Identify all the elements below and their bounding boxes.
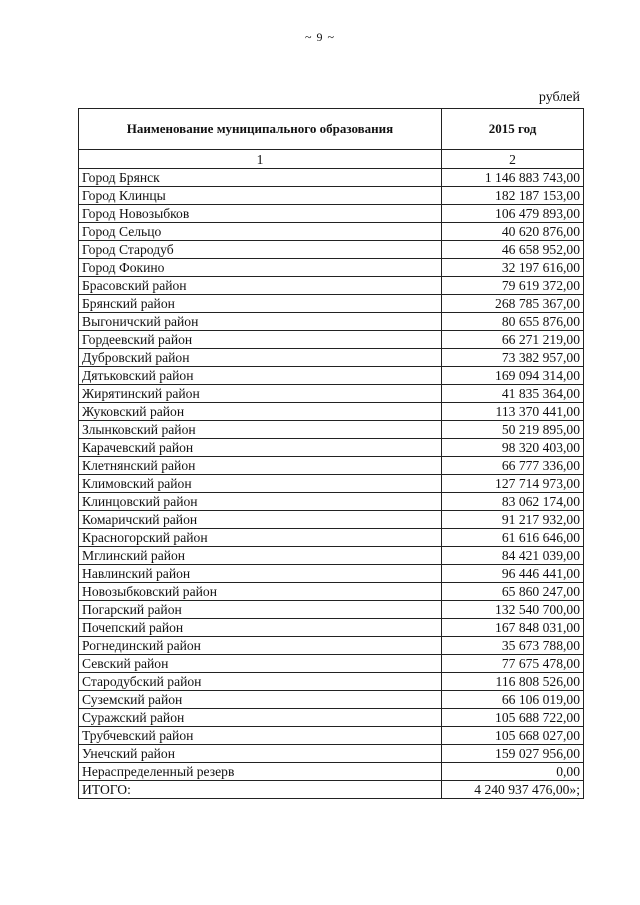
- amount-value: 113 370 441,00: [442, 403, 584, 421]
- amount-value: 98 320 403,00: [442, 439, 584, 457]
- municipality-name: Суземский район: [79, 691, 442, 709]
- amount-value: 32 197 616,00: [442, 259, 584, 277]
- municipality-name: Новозыбковский район: [79, 583, 442, 601]
- table-row: [79, 745, 584, 763]
- amount-value: 46 658 952,00: [442, 241, 584, 259]
- amount-value: 167 848 031,00: [442, 619, 584, 637]
- header-name: Наименование муниципального образования: [79, 109, 442, 150]
- amount-value: 127 714 973,00: [442, 475, 584, 493]
- table-row: [79, 691, 584, 709]
- municipality-name: Унечский район: [79, 745, 442, 763]
- amount-value: 84 421 039,00: [442, 547, 584, 565]
- table-row: [79, 673, 584, 691]
- table-row: [79, 223, 584, 241]
- municipality-name: Город Сельцо: [79, 223, 442, 241]
- amount-value: 41 835 364,00: [442, 385, 584, 403]
- municipality-name: Выгоничский район: [79, 313, 442, 331]
- amount-value: 83 062 174,00: [442, 493, 584, 511]
- table-row: [79, 511, 584, 529]
- amount-value: 96 446 441,00: [442, 565, 584, 583]
- table-row: [79, 295, 584, 313]
- table-row: [79, 205, 584, 223]
- amount-value: 106 479 893,00: [442, 205, 584, 223]
- page-number: ~ 9 ~: [305, 30, 335, 44]
- table-row: [79, 187, 584, 205]
- municipality-name: Злынковский район: [79, 421, 442, 439]
- municipality-name: Нераспределенный резерв: [79, 763, 442, 781]
- municipality-name: Климовский район: [79, 475, 442, 493]
- amount-value: 66 777 336,00: [442, 457, 584, 475]
- municipality-name: Дубровский район: [79, 349, 442, 367]
- amount-value: 132 540 700,00: [442, 601, 584, 619]
- table-row: [79, 529, 584, 547]
- amount-value: 182 187 153,00: [442, 187, 584, 205]
- table-row: [79, 583, 584, 601]
- municipality-name: Брянский район: [79, 295, 442, 313]
- unit-label: рублей: [538, 90, 580, 105]
- table-row: [79, 259, 584, 277]
- municipality-name: Город Новозыбков: [79, 205, 442, 223]
- table-row: [79, 421, 584, 439]
- column-numbering-row: [79, 150, 584, 169]
- municipality-name: Город Стародуб: [79, 241, 442, 259]
- municipality-name: Погарский район: [79, 601, 442, 619]
- table-row: [79, 565, 584, 583]
- amount-value: 116 808 526,00: [442, 673, 584, 691]
- amount-value: 105 668 027,00: [442, 727, 584, 745]
- table-row: [79, 763, 584, 781]
- municipality-name: Рогнединский район: [79, 637, 442, 655]
- table-row: [79, 439, 584, 457]
- table-row: [79, 331, 584, 349]
- table-row: [79, 277, 584, 295]
- amount-value: 0,00: [442, 763, 584, 781]
- municipality-name: Стародубский район: [79, 673, 442, 691]
- amount-value: 77 675 478,00: [442, 655, 584, 673]
- municipality-name: Суражский район: [79, 709, 442, 727]
- amount-value: 80 655 876,00: [442, 313, 584, 331]
- amount-value: 35 673 788,00: [442, 637, 584, 655]
- table-row: [79, 475, 584, 493]
- amount-value: 159 027 956,00: [442, 745, 584, 763]
- column-index-1: 1: [79, 150, 442, 169]
- municipality-name: Трубчевский район: [79, 727, 442, 745]
- amount-value: 40 620 876,00: [442, 223, 584, 241]
- table-header-row: [79, 109, 584, 150]
- table-row: [79, 637, 584, 655]
- table-row: [79, 601, 584, 619]
- municipality-name: Клетнянский район: [79, 457, 442, 475]
- municipality-name: Мглинский район: [79, 547, 442, 565]
- amount-value: 1 146 883 743,00: [442, 169, 584, 187]
- municipality-name: ИТОГО:: [79, 781, 442, 799]
- table-row: [79, 493, 584, 511]
- municipality-name: Севский район: [79, 655, 442, 673]
- column-index-2: 2: [442, 150, 584, 169]
- table-row: [79, 385, 584, 403]
- table-row: [79, 241, 584, 259]
- municipality-name: Карачевский район: [79, 439, 442, 457]
- table-row: [79, 655, 584, 673]
- table-row: [79, 403, 584, 421]
- amount-value: 66 271 219,00: [442, 331, 584, 349]
- amount-value: 61 616 646,00: [442, 529, 584, 547]
- table-row: [79, 781, 584, 799]
- municipality-name: Брасовский район: [79, 277, 442, 295]
- municipality-name: Красногорский район: [79, 529, 442, 547]
- amount-value: 73 382 957,00: [442, 349, 584, 367]
- amount-value: 91 217 932,00: [442, 511, 584, 529]
- table-row: [79, 367, 584, 385]
- amount-value: 268 785 367,00: [442, 295, 584, 313]
- table-row: [79, 349, 584, 367]
- table-row: [79, 169, 584, 187]
- municipality-name: Город Клинцы: [79, 187, 442, 205]
- budget-table: [78, 108, 584, 799]
- municipality-name: Город Брянск: [79, 169, 442, 187]
- table-row: [79, 313, 584, 331]
- municipality-name: Гордеевский район: [79, 331, 442, 349]
- amount-value: 50 219 895,00: [442, 421, 584, 439]
- table-row: [79, 727, 584, 745]
- municipality-name: Город Фокино: [79, 259, 442, 277]
- amount-value: 4 240 937 476,00»;: [442, 781, 584, 799]
- amount-value: 65 860 247,00: [442, 583, 584, 601]
- amount-value: 105 688 722,00: [442, 709, 584, 727]
- municipality-name: Комаричский район: [79, 511, 442, 529]
- amount-value: 79 619 372,00: [442, 277, 584, 295]
- table-row: [79, 547, 584, 565]
- amount-value: 66 106 019,00: [442, 691, 584, 709]
- municipality-name: Жуковский район: [79, 403, 442, 421]
- table-row: [79, 457, 584, 475]
- municipality-name: Жирятинский район: [79, 385, 442, 403]
- municipality-name: Дятьковский район: [79, 367, 442, 385]
- header-year: 2015 год: [442, 109, 584, 150]
- municipality-name: Почепский район: [79, 619, 442, 637]
- amount-value: 169 094 314,00: [442, 367, 584, 385]
- table-row: [79, 619, 584, 637]
- municipality-name: Навлинский район: [79, 565, 442, 583]
- municipality-name: Клинцовский район: [79, 493, 442, 511]
- table-row: [79, 709, 584, 727]
